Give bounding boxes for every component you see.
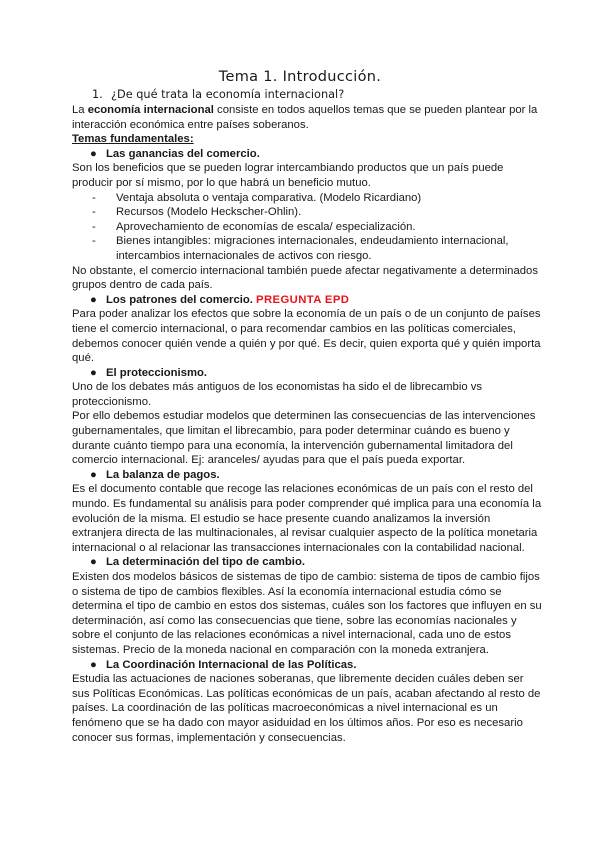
section-heading-tipo-cambio: ● La determinación del tipo de cambio. xyxy=(90,556,305,569)
section-text-proteccionismo-2: Por ello debemos estudiar modelos que determinen las consecuencias de las intervenciones gubernamentales, que limitan el librecambio, para poder determinar cuándo es bueno y durante cuánto tiempo para una economía, la intervención gubernamental limitadora del comercio internacional. Ej: aranceles/ ayudas para que el país pueda exportar. xyxy=(72,410,536,467)
dash-marker: - xyxy=(92,206,96,219)
section-text-balanza: Es el documento contable que recoge las relaciones económicas de un país con el resto del mundo. Es fundamental su análisis para poder comprender qué implica para una economía la evolución de la misma. El estudio se hace presente cuando analizamos la inversión extranjera directa de las multinacionales, al revisar cualquier aspecto de la política monetaria internacional o al relacionar las transacciones internacionales con la contabilidad nacional. xyxy=(72,483,542,554)
section-text-ganancias: Son los beneficios que se pueden lograr intercambiando productos que un país puede producir por sí mismo, por lo que habrá un beneficio mutuo. xyxy=(72,162,504,189)
bullet-icon: ● xyxy=(90,658,97,671)
list-item: - Aprovechamiento de economías de escala/ especialización. xyxy=(92,220,416,233)
section-heading-patrones: ● Los patrones del comercio. PREGUNTA EPD xyxy=(90,293,350,306)
dash-marker: - xyxy=(92,235,96,248)
question-heading xyxy=(92,88,344,103)
intro-bold-term: economía internacional xyxy=(87,104,214,116)
section-heading-ganancias: ● Las ganancias del comercio. xyxy=(90,147,260,160)
epd-question-tag: PREGUNTA EPD xyxy=(256,293,350,306)
bullet-icon: ● xyxy=(90,147,97,160)
section-text-coordinacion: Estudia las actuaciones de naciones soberanas, que libremente deciden cuáles deben ser sus Políticas Económicas. Las políticas económicas de un país, acaban afectando al resto de países. La coordinación de las políticas macroeconómicas a nivel internacional es un fenómeno que se ha dado con mayor asiduidad en los últimos años. Por eso es necesario conocer sus formas, implementación y consecuencias. xyxy=(72,673,541,744)
list-item: - Ventaja absoluta o ventaja comparativa. (Modelo Ricardiano) xyxy=(92,191,422,204)
bullet-icon: ● xyxy=(90,293,97,306)
bullet-icon: ● xyxy=(90,556,97,569)
question-number: 1. xyxy=(92,88,103,101)
bullet-icon: ● xyxy=(90,366,97,379)
section-text-proteccionismo-1: Uno de los debates más antiguos de los economistas ha sido el de librecambio vs proteccionismo. xyxy=(72,381,483,408)
page-title: Tema 1. Introducción. xyxy=(218,69,382,85)
section-heading-proteccionismo: ● El proteccionismo. xyxy=(90,366,208,379)
section-after-ganancias: No obstante, el comercio internacional también puede afectar negativamente a determinados grupos dentro de cada país. xyxy=(72,264,538,292)
section-heading-coordinacion: ● La Coordinación Internacional de las Políticas. xyxy=(90,658,357,671)
intro-paragraph: La economía internacional consiste en todos aquellos temas que se pueden plantear por la interacción económica entre países soberanos. xyxy=(72,104,538,131)
bullet-icon: ● xyxy=(90,468,97,481)
list-item: - Bienes intangibles: migraciones internacionales, endeudamiento internacional, intercambios internacionales de activos con riesgo. xyxy=(92,235,509,262)
question-text: ¿De qué trata la economía internacional? xyxy=(111,88,345,101)
fundamentals-heading: Temas fundamentales: xyxy=(72,133,194,146)
section-text-tipo-cambio: Existen dos modelos básicos de sistemas de tipo de cambio: sistema de tipos de cambio fijos o sistema de tipo de cambios flexibles. Así la economía internacional estudia cómo se determina el tipo de cambio en estos dos sistemas, cuáles son los factores que influyen en su determinación, así como las consecuencias que tiene, sobre las economías nacionales y sobre el conjunto de las relaciones económicas a nivel internacional, cada uno de estos sistemas. Precio de la moneda nacional en comparación con la moneda extranjera. xyxy=(72,571,542,656)
list-item: - Recursos (Modelo Heckscher-Ohlin). xyxy=(92,206,302,219)
dash-marker: - xyxy=(92,191,96,204)
dash-marker: - xyxy=(92,220,96,233)
section-heading-balanza: ● La balanza de pagos. xyxy=(90,468,220,481)
document-body xyxy=(72,103,542,745)
section-text-patrones: Para poder analizar los efectos que sobre la economía de un país o de un conjunto de países tiene el comercio internacional, o para recomendar cambios en las políticas comerciales, debemos conocer quién vende a quién y por qué. Es decir, quien exporta qué y quién importa qué. xyxy=(72,308,541,365)
